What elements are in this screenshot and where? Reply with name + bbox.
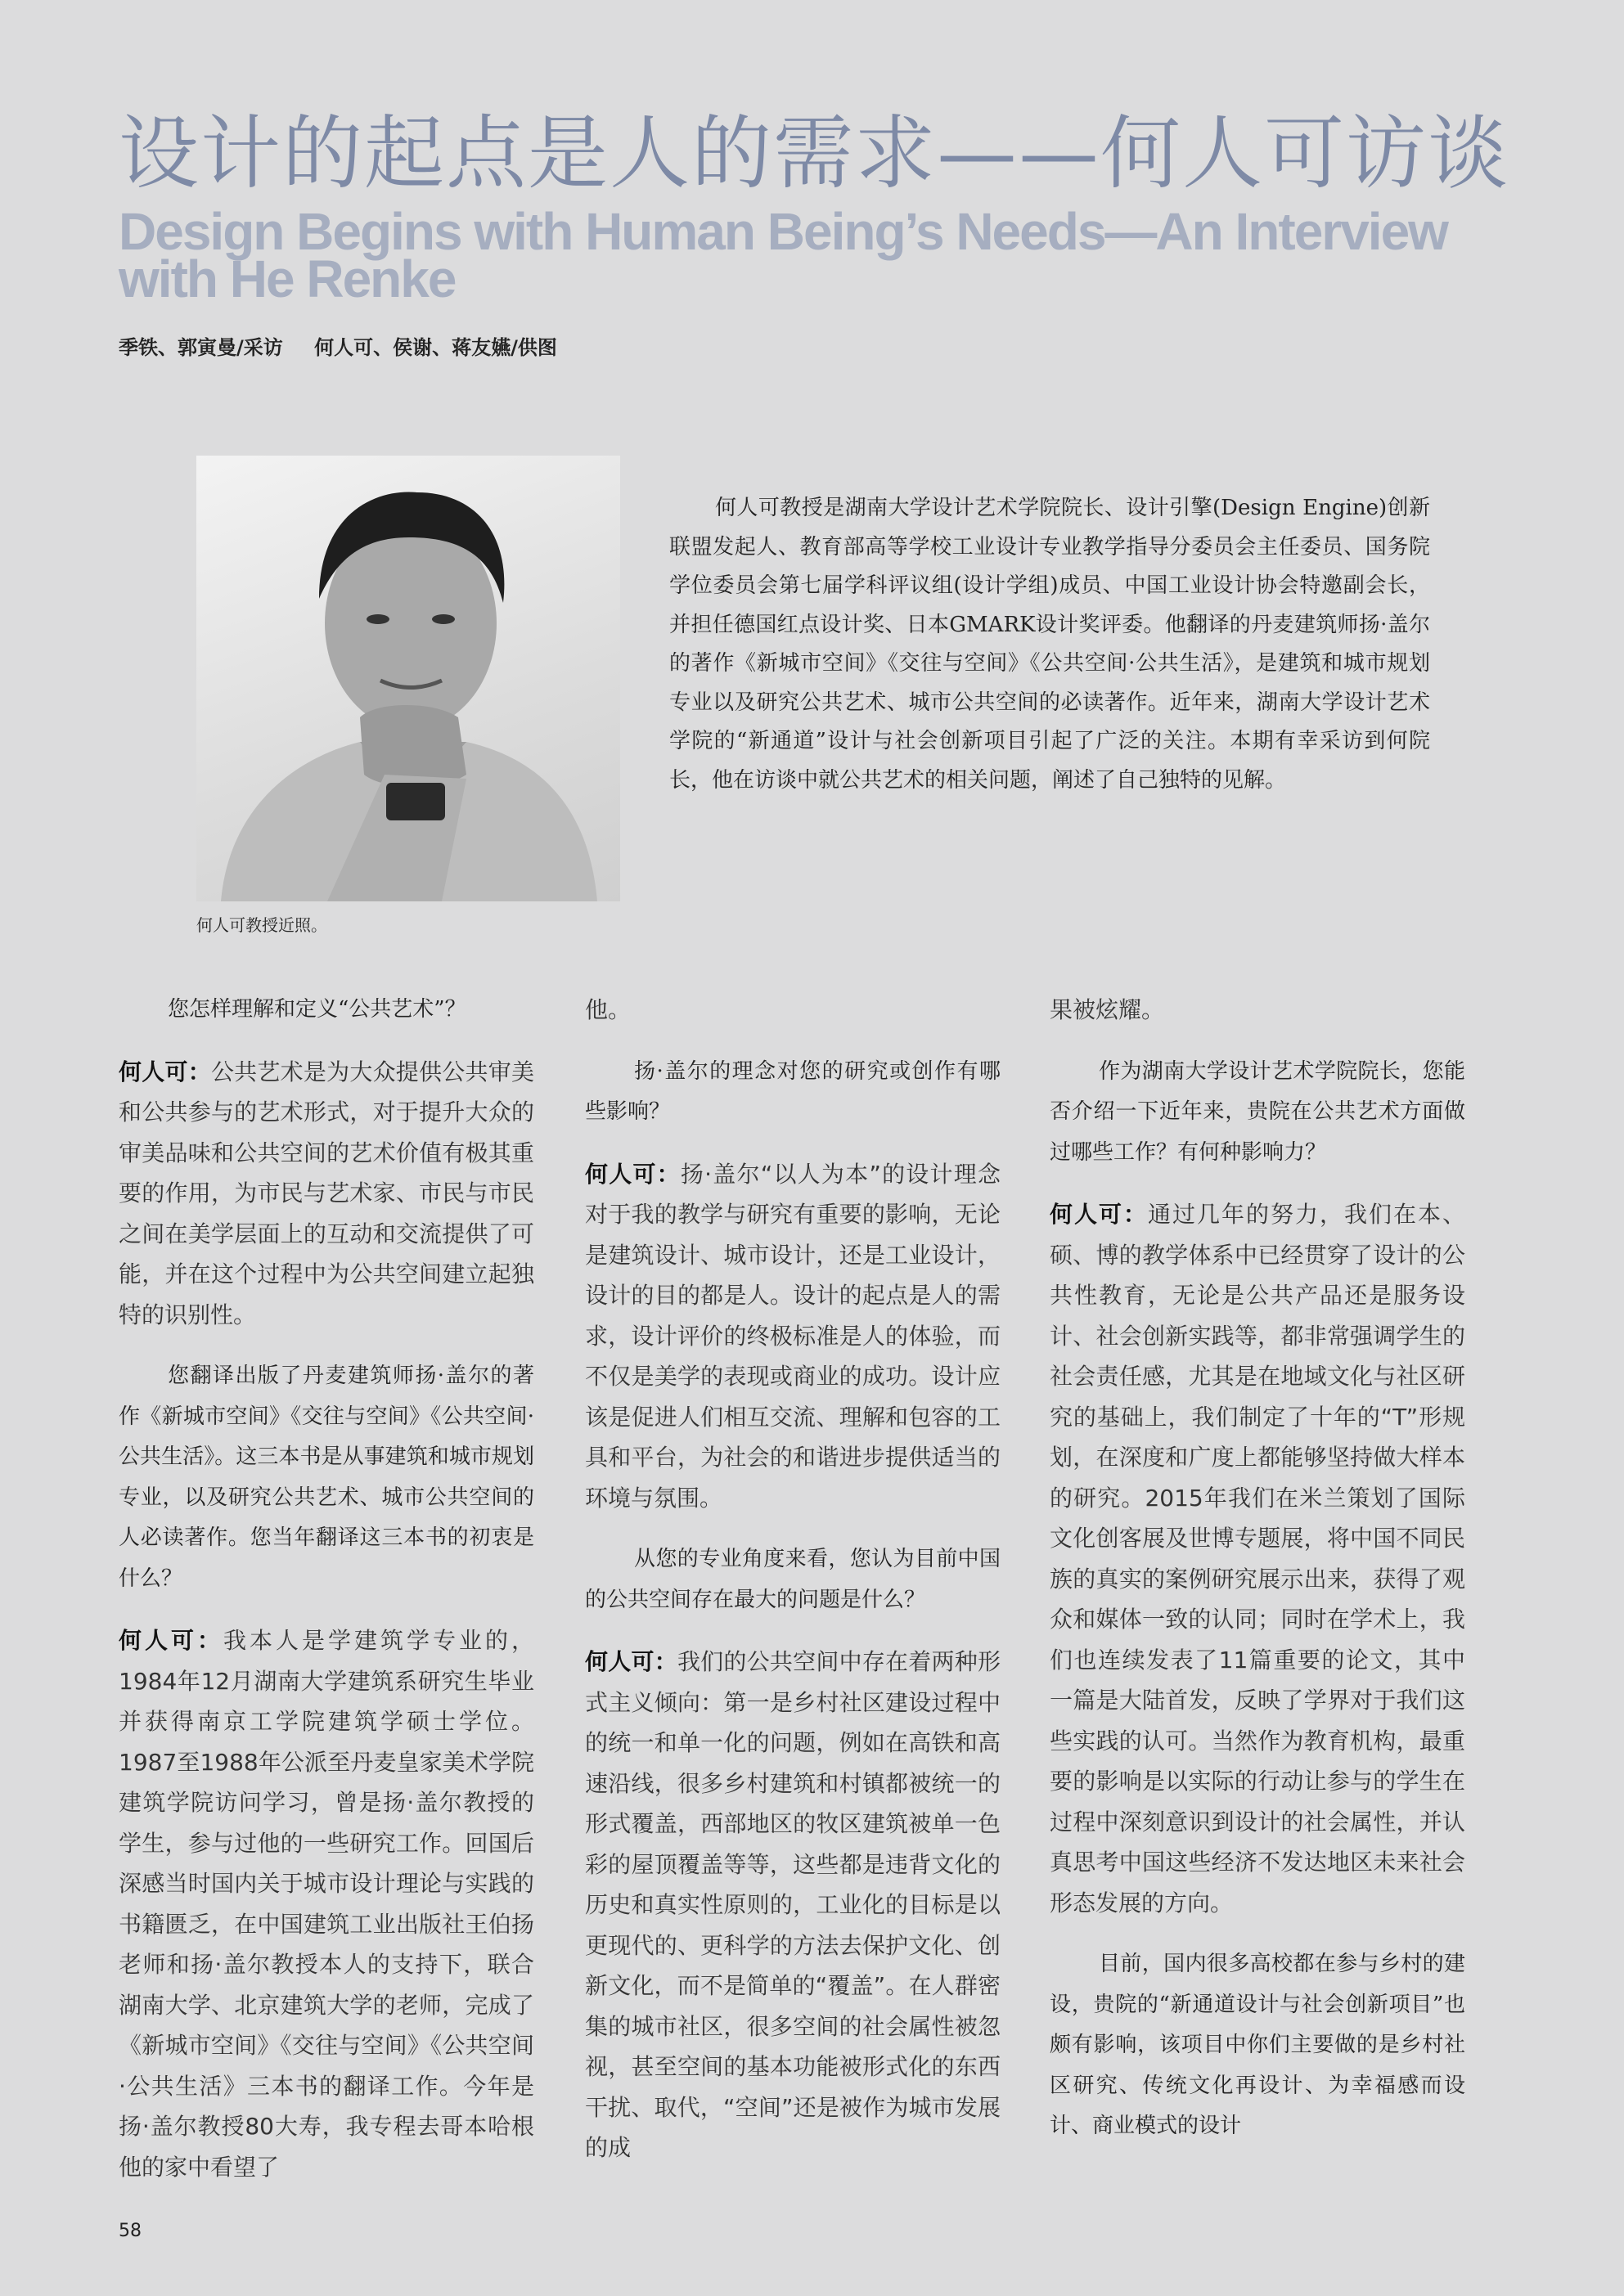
credits [119,331,557,360]
answer [585,1154,1001,1519]
photo-caption: 何人可教授近照。 [196,915,327,935]
intro-paragraph: 何人可教授是湖南大学设计艺术学院院长、设计引擎(Design Engine)创新联盟发起人、教育部高等学校工业设计专业教学指导分委员会主任委员、国务院学位委员会第七届学科评议组(设计学组)成员、中国工业设计协会特邀副会长，并担任德国红点设计奖、日本GMARK设计奖评委。他翻译的丹麦建筑师扬·盖尔的著作《新城市空间》《交往与空间》《公共空间·公共生活》，是建筑和城市规划专业以及研究公共艺术、城市公共空间的必读著作。近年来，湖南大学设计艺术学院的“新通道”设计与社会创新项目引起了广泛的关注。本期有幸采访到何院长，他在访谈中就公共艺术的相关问题，阐述了自己独特的见解。 [669,496,1430,793]
portrait-image [196,456,620,901]
speaker-label: 何人可： [119,1058,211,1085]
answer-text: 通过几年的努力，我们在本、硕、博的教学体系中已经贯穿了设计的公共性教育，无论是公共产品还是服务设计、社会创新实践等，都非常强调学生的社会责任感，尤其是在地域文化与社区研究的基础上，我们制定了十年的“T”形规划，在深度和广度上都能够坚持做大样本的研究。2015年我们在米兰策划了国际文化创客展及世博专题展，将中国不同民族的真实的案例研究展示出来，获得了观众和媒体一致的认同；同时在学术上，我们也连续发表了11篇重要的论文，其中一篇是大陆首发，反映了学界对于我们这些实践的认可。当然作为教育机构，最重要的影响是以实际的行动让参与的学生在过程中深刻意识到设计的社会属性，并认真思考中国这些经济不发达地区未来社会形态发展的方向。 [1050,1201,1465,1916]
question: 您翻译出版了丹麦建筑师扬·盖尔的著作《新城市空间》《交往与空间》《公共空间·公共生活》。这三本书是从事建筑和城市规划专业，以及研究公共艺术、城市公共空间的人必读著作。您当年翻译这三本书的初衷是什么？ [119,1364,534,1591]
question: 您怎样理解和定义“公共艺术”？ [168,997,466,1022]
column-1 [119,990,534,2208]
column-2 [585,990,1001,2190]
answer [119,1052,534,1336]
title-english: Design Begins with Human Being’s Needs—An Interview with He Renke [119,202,1447,308]
credit-interview: 季铁、郭寅曼/采访 [119,336,283,359]
answer-text: 我们的公共空间中存在着两种形式主义倾向：第一是乡村社区建设过程中的统一和单一化的问题，例如在高铁和高速沿线，很多乡村建筑和村镇都被统一的形式覆盖，西部地区的牧区建筑被单一色彩的屋顶覆盖等等，这些都是违背文化的历史和真实性原则的，工业化的目标是以更现代的、更科学的方法去保护文化、创新文化，而不是简单的“覆盖”。在人群密集的城市社区，很多空间的社会属性被忽视，甚至空间的基本功能被形式化的东西干扰、取代，“空间”还是被作为城市发展的成 [585,1648,1001,2161]
question: 作为湖南大学设计艺术学院院长，您能否介绍一下近年来，贵院在公共艺术方面做过哪些工作？有何种影响力？ [1050,1058,1465,1165]
question: 目前，国内很多高校都在参与乡村的建设，贵院的“新通道设计与社会创新项目”也颇有影响，该项目中你们主要做的是乡村社区研究、传统文化再设计、为幸福感而设计、商业模式的设计 [1050,1952,1465,2138]
speaker-label: 何人可： [1050,1201,1148,1228]
speaker-label: 何人可： [585,1648,677,1675]
continued-text: 果被炫耀。 [1050,996,1165,1023]
answer-text: 扬·盖尔“以人为本”的设计理念对于我的教学与研究有重要的影响，无论是建筑设计、城市设计，还是工业设计，设计的目的都是人。设计的起点是人的需求，设计评价的终极标准是人的体验，而不仅是美学的表现或商业的成功。设计应该是促进人们相互交流、理解和包容的工具和平台，为社会的和谐进步提供适当的环境与氛围。 [585,1160,1001,1512]
answer-text: 我本人是学建筑学专业的，1984年12月湖南大学建筑系研究生毕业并获得南京工学院建筑学硕士学位。1987至1988年公派至丹麦皇家美术学院建筑学院访问学习，曾是扬·盖尔教授的学生，参与过他的一些研究工作。回国后深感当时国内关于城市设计理论与实践的书籍匮乏，在中国建筑工业出版社王伯扬老师和扬·盖尔教授本人的支持下，联合湖南大学、北京建筑大学的老师，完成了《新城市空间》《交往与空间》《公共空间·公共生活》三本书的翻译工作。今年是扬·盖尔教授80大寿，我专程去哥本哈根他的家中看望了 [119,1627,534,2181]
continued-text: 他。 [585,996,632,1023]
answer [1050,1194,1465,1923]
speaker-label: 何人可： [119,1627,223,1654]
question: 扬·盖尔的理念对您的研究或创作有哪些影响？ [585,1058,1001,1124]
page-number: 58 [119,2221,142,2241]
credit-photos: 何人可、侯谢、蒋友嬿/供图 [314,336,557,359]
answer-text: 公共艺术是为大众提供公共审美和公共参与的艺术形式，对于提升大众的审美品味和公共空间的艺术价值有极其重要的作用，为市民与艺术家、市民与市民之间在美学层面上的互动和交流提供了可能，并在这个过程中为公共空间建立起独特的识别性。 [119,1058,534,1328]
title-chinese: 设计的起点是人的需求——何人可访谈 [119,107,1510,200]
column-3 [1050,990,1465,2168]
answer [119,1620,534,2187]
speaker-label: 何人可： [585,1160,681,1188]
answer [585,1642,1001,2168]
question: 从您的专业角度来看，您认为目前中国的公共空间存在最大的问题是什么？ [585,1547,1001,1612]
portrait-photo [196,456,620,901]
